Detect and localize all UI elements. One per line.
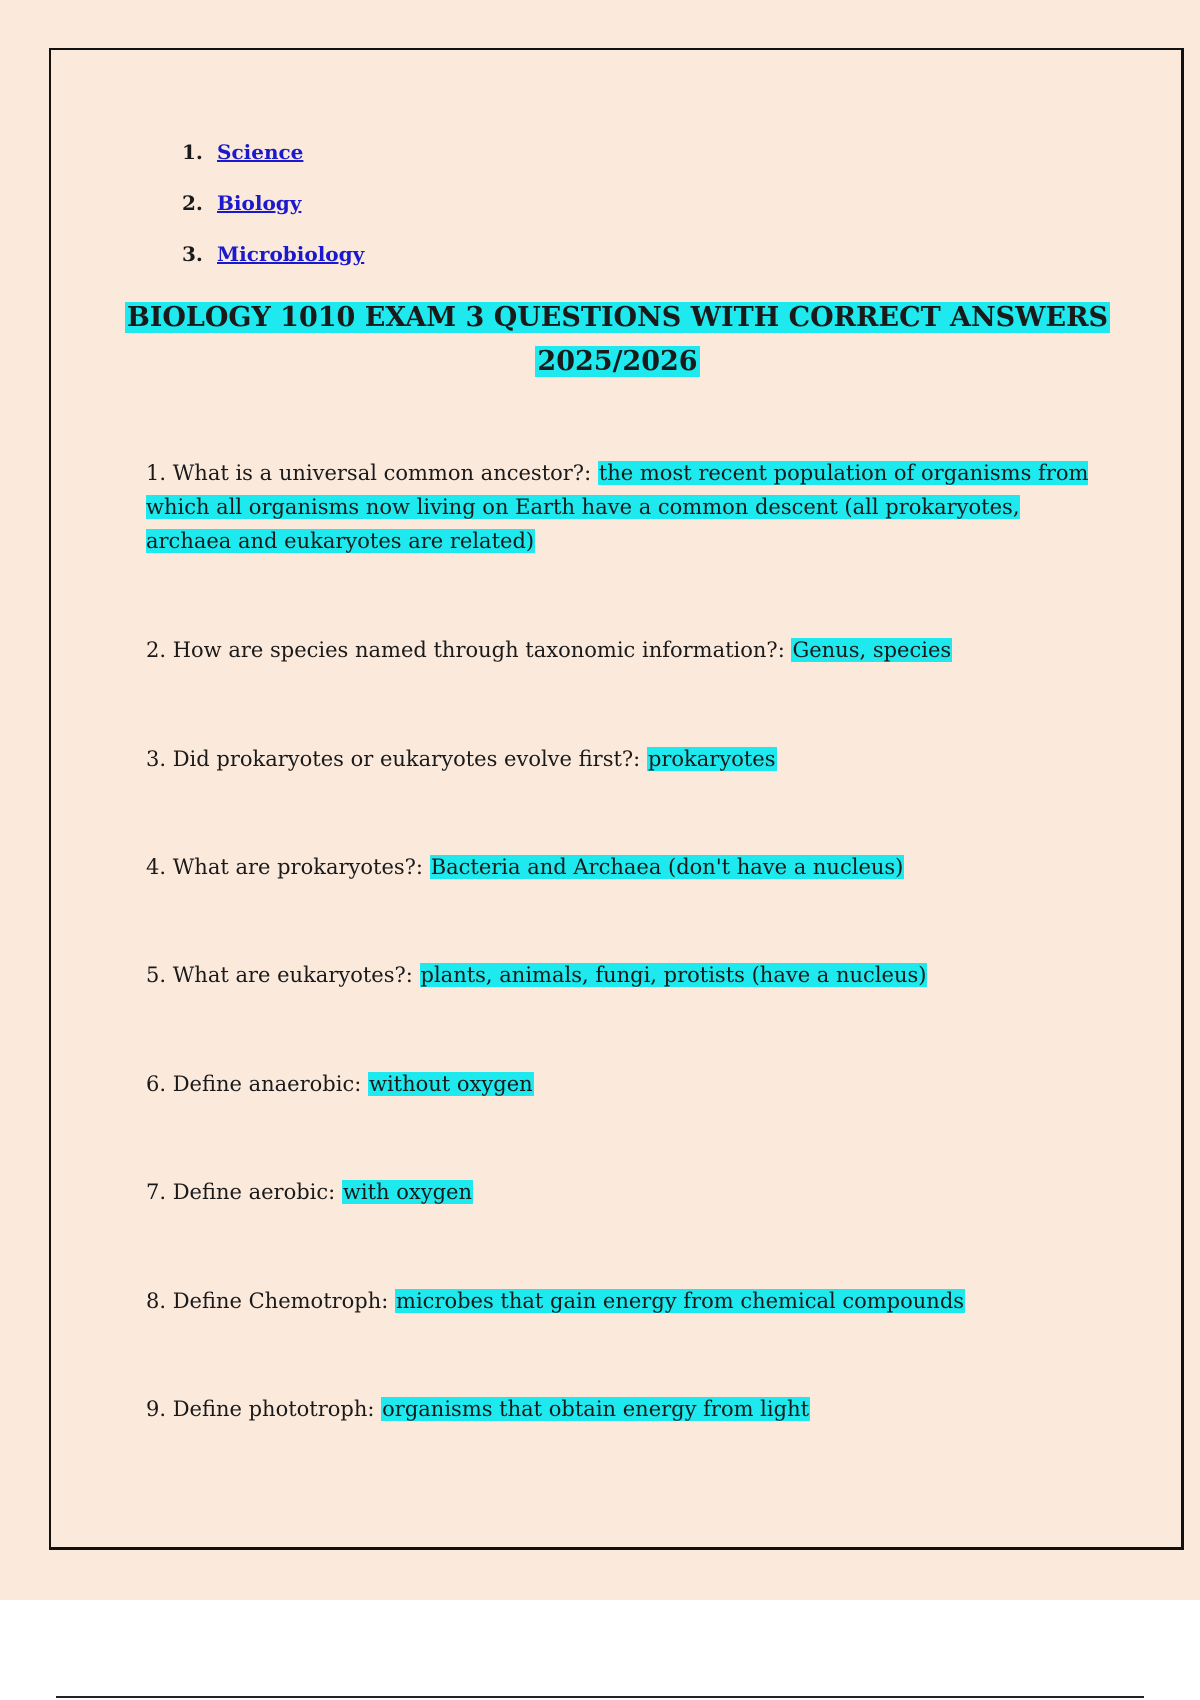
breadcrumb (182, 140, 364, 293)
breadcrumb-link-biology[interactable]: Biology (217, 191, 302, 215)
breadcrumb-number: 1. (182, 140, 203, 164)
breadcrumb-number: 2. (182, 191, 203, 215)
answer-text: Genus, species (792, 638, 952, 662)
question-text: 8. Define Chemotroph: (146, 1289, 396, 1313)
question-6 (146, 1067, 1096, 1101)
breadcrumb-number: 3. (182, 242, 203, 266)
title-line-1: BIOLOGY 1010 EXAM 3 QUESTIONS WITH CORRECT ANSWERS (126, 302, 1109, 333)
footer-divider (56, 1696, 1144, 1698)
breadcrumb-item-biology (182, 191, 364, 242)
question-1 (146, 456, 1096, 558)
question-9 (146, 1392, 1096, 1426)
answer-text: with oxygen (342, 1180, 472, 1204)
breadcrumb-link-science[interactable]: Science (217, 140, 304, 164)
answer-text: Bacteria and Archaea (don't have a nucleus) (430, 855, 904, 879)
breadcrumb-item-science (182, 140, 364, 191)
answer-text: organisms that obtain energy from light (382, 1397, 810, 1421)
question-text: 4. What are prokaryotes?: (146, 855, 430, 879)
question-text: 9. Define phototroph: (146, 1397, 382, 1421)
question-8 (146, 1284, 1096, 1318)
answer-text: microbes that gain energy from chemical compounds (396, 1289, 965, 1313)
question-5 (146, 958, 1096, 992)
question-text: 3. Did prokaryotes or eukaryotes evolve first?: (146, 747, 647, 771)
question-4 (146, 850, 1096, 884)
answer-text: prokaryotes (647, 747, 776, 771)
page-title (100, 296, 1135, 384)
question-text: 5. What are eukaryotes?: (146, 963, 420, 987)
title-line-2: 2025/2026 (537, 346, 698, 377)
question-text: 2. How are species named through taxonomic information?: (146, 638, 792, 662)
question-text: 1. What is a universal common ancestor?: (146, 461, 598, 485)
question-7 (146, 1175, 1096, 1209)
answer-text: the most recent population of organisms from which all organisms now living on Earth have a common descent (all prokaryotes, archaea and eukaryotes are related) (146, 461, 1089, 553)
question-text: 6. Define anaerobic: (146, 1072, 368, 1096)
answer-text: plants, animals, fungi, protists (have a nucleus) (420, 963, 927, 987)
answer-text: without oxygen (368, 1072, 533, 1096)
breadcrumb-link-microbiology[interactable]: Microbiology (217, 242, 365, 266)
question-text: 7. Define aerobic: (146, 1180, 342, 1204)
question-3 (146, 742, 1096, 776)
breadcrumb-item-microbiology (182, 242, 364, 293)
question-2 (146, 633, 1096, 667)
